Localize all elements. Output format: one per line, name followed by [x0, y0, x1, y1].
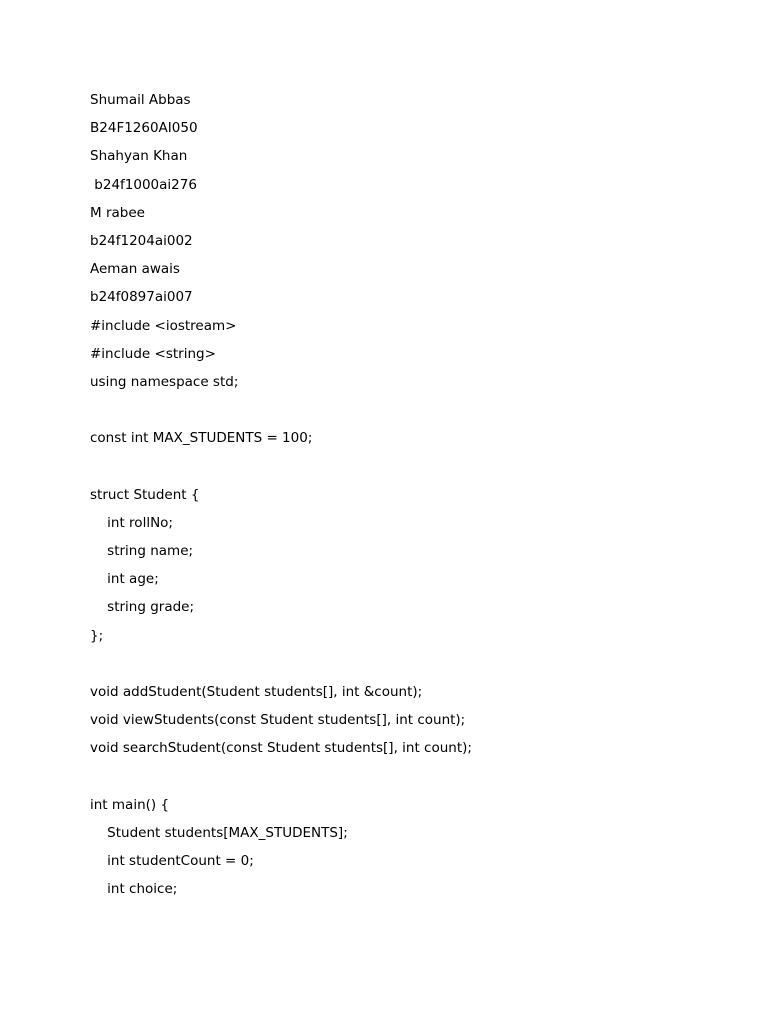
code-line: #include <iostream> — [90, 317, 237, 334]
code-line: int main() { — [90, 796, 170, 813]
author-id-3: b24f1204ai002 — [90, 232, 193, 249]
author-name-1: Shumail Abbas — [90, 92, 191, 108]
author-id-1: B24F1260AI050 — [90, 120, 198, 137]
code-line: int age; — [90, 571, 159, 588]
blank-line — [90, 401, 710, 429]
code-line: int rollNo; — [90, 514, 173, 531]
document-body — [90, 91, 710, 908]
code-line: using namespace std; — [90, 373, 239, 390]
code-line: string name; — [90, 543, 194, 559]
code-line: void searchStudent(const Student students[], int count); — [90, 740, 472, 757]
code-line: int studentCount = 0; — [90, 853, 254, 870]
author-id-4: b24f0897ai007 — [90, 289, 193, 306]
code-line: string grade; — [90, 599, 195, 616]
code-line: int choice; — [90, 881, 178, 898]
code-line: void viewStudents(const Student students[], int count); — [90, 712, 466, 729]
author-name-2: Shahyan Khan — [90, 148, 188, 165]
blank-line — [90, 457, 710, 485]
author-name-3: M rabee — [90, 204, 145, 221]
code-line: const int MAX_STUDENTS = 100; — [90, 430, 313, 447]
code-line: struct Student { — [90, 486, 200, 503]
code-line: void addStudent(Student students[], int &count); — [90, 683, 423, 700]
blank-line — [90, 655, 710, 683]
blank-line — [90, 768, 710, 796]
code-line: Student students[MAX_STUDENTS]; — [90, 824, 348, 841]
code-line: }; — [90, 627, 104, 644]
author-id-2: b24f1000ai276 — [90, 176, 197, 193]
author-name-4: Aeman awais — [90, 261, 180, 278]
code-line: #include <string> — [90, 345, 216, 362]
